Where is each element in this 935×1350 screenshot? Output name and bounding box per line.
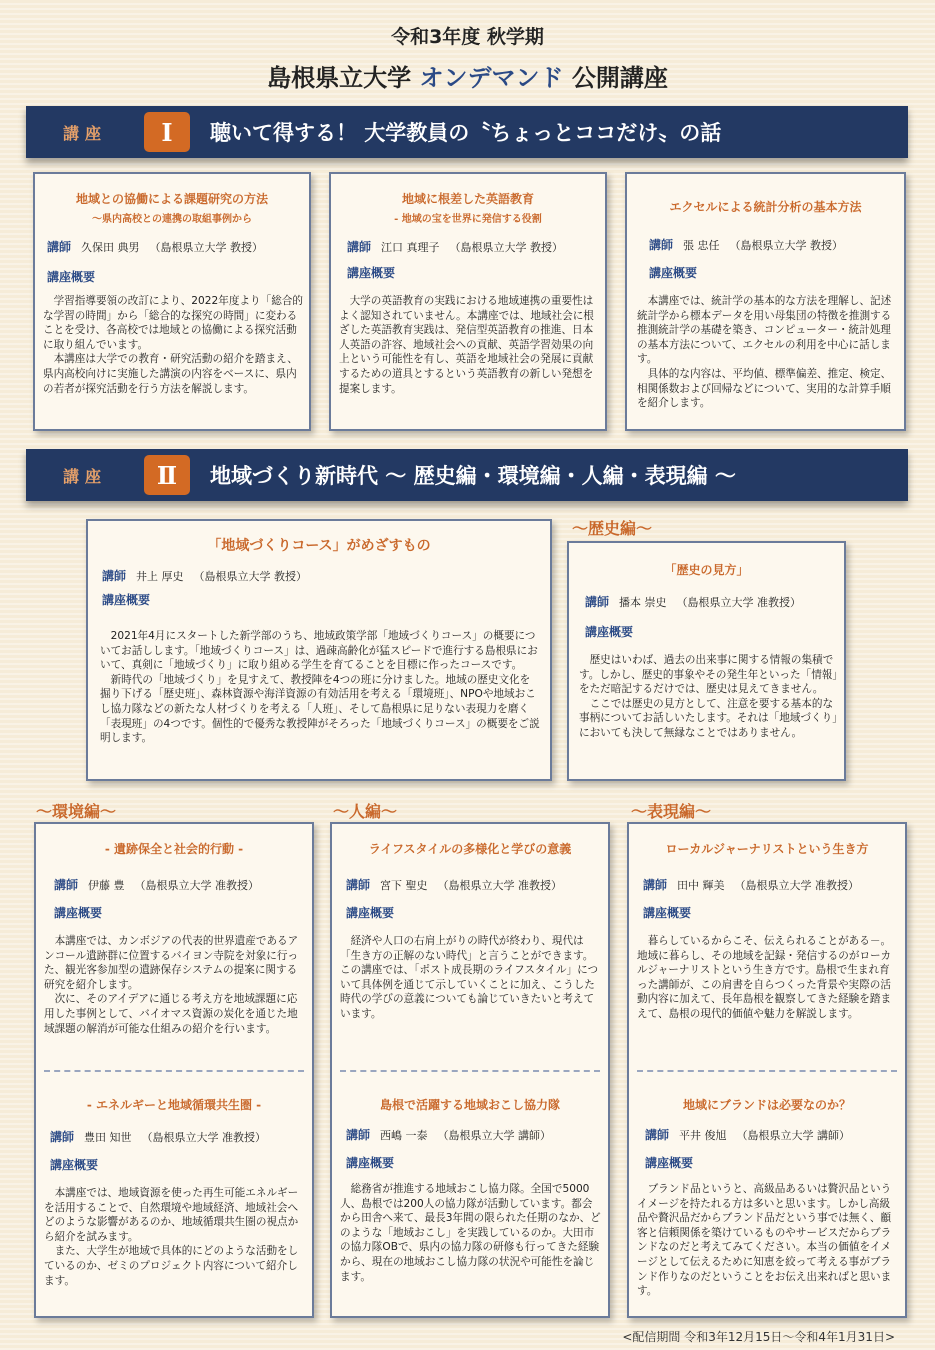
lecturer-line	[47, 238, 263, 255]
card-body	[43, 294, 305, 396]
lecture-card-c1	[33, 172, 311, 431]
lecturer-line	[102, 567, 307, 584]
body-paragraph: 本講座は大学での教育・研究活動の紹介を踏まえ、県内高校向けに実施した講演の内容をベースに、県内の若者が探究活動を行う方法を解説します。	[43, 353, 298, 395]
lecture-card-c4	[86, 519, 552, 781]
lecturer-affiliation: （島根県立大学 講師）	[437, 1129, 552, 1142]
body-paragraph: 次に、そのアイデアに通じる考え方を地域課題に応用した事例として、バイオマス資源の炭化を通じた地域課題の解消が可能な仕組みの紹介を行います。	[44, 993, 298, 1035]
lecturer-affiliation: （島根県立大学 准教授）	[676, 596, 802, 609]
overview-label: 講座概要	[585, 625, 634, 639]
card-divider	[44, 1070, 304, 1072]
body-paragraph: 暮らしているからこそ、伝えられることがある－。地域に暮らし、その地域を記録・発信するのがローカルジャーナリストという生き方です。島根で生まれ育った講師が、この肩書を自らつくった背景や実際の活動内容に加えて、長年島根を観察してきた経験を踏まえて、島根の現代的価値や魅力を解説します。	[637, 935, 892, 1020]
banner-title: 地域づくり新時代 ～ 歴史編・環境編・人編・表現編 ～	[210, 464, 736, 488]
overview-label: 講座概要	[102, 593, 151, 607]
course-banner-1	[26, 106, 908, 158]
body-paragraph: 経済や人口の右肩上がりの時代が終わり、現代は「生き方の正解のない時代」と言うことができます。この講座では、「ポスト成長期のライフスタイル」について具体例を通じて示していくことに加え、こうした時代の学びの意義についても論じていきたいと考えています。	[340, 935, 599, 1020]
card-title: 地域との協働による課題研究の方法	[75, 192, 268, 206]
page-title	[0, 58, 935, 93]
body-paragraph: 新時代の「地域づくり」を見すえて、教授陣を4つの班に分けました。地域の歴史文化を掘り下げる「歴史班」、森林資源や海洋資源の有効活用を考える「環境班」、NPOや地域おこし協力隊などの新たな人材づくりを考える「人班」、そして島根県に足りない表現力を磨く「表現班」の4つです。個性的で優秀な教授陣がそろった「地域づくりコース」の概要をご説明します。	[100, 673, 540, 745]
lecturer-affiliation: （島根県立大学 准教授）	[734, 879, 860, 892]
body-paragraph: 本講座では、統計学の基本的な方法を理解し、記述統計学から標本データを用い母集団の特徴を推測する推測統計学の基礎を築き、コンピューター・統計処理の基本方法について、エクセルの利用を中心に話します。	[637, 295, 892, 366]
lecturer-affiliation: （島根県立大学 准教授）	[134, 879, 260, 892]
overview-label: 講座概要	[50, 1158, 99, 1172]
card-subtitle: ～県内高校との連携の取組事例から	[92, 214, 252, 225]
body-paragraph: 大学の英語教育の実践における地域連携の重要性はよく認知されていません。本講座では、地域社会に根ざした英語教育実践は、発信型英語教育の推進、日本人英語の許容、地域社会への貢献、英語学習効果の向上という可能性を有し、英語を地域社会の発展に貢献するための道具とするという英語教育の新しい発想を提案します。	[339, 295, 594, 395]
lecturer-line	[346, 876, 562, 893]
card-divider	[340, 1070, 600, 1072]
card-title: 島根で活躍する地域おこし協力隊	[379, 1098, 560, 1112]
lecturer-name: 江口 真理子	[381, 241, 440, 254]
body-paragraph: 歴史はいわば、過去の出来事に関する情報の集積です。しかし、歴史的事象やその発生年といった「情報」をただ暗記するだけでは、歴史は見えてきません。	[579, 654, 838, 696]
lecturer-name: 伊藤 豊	[88, 879, 125, 892]
lecturer-line	[585, 593, 801, 610]
card-body	[44, 934, 306, 1036]
distribution-period: <配信期間 令和3年12月15日～令和4年1月31日>	[622, 1330, 895, 1344]
overview-label: 講座概要	[643, 906, 692, 920]
title-accent: オンデマンド	[419, 64, 564, 92]
overview-label: 講座概要	[346, 1156, 395, 1170]
lecturer-label: 講師	[649, 238, 674, 252]
section-label-history: ～歴史編～	[572, 519, 653, 538]
lecturer-line	[346, 1126, 551, 1143]
overview-label: 講座概要	[47, 270, 96, 284]
card-title: 「地域づくりコース」がめざすもの	[207, 538, 431, 554]
body-paragraph: また、大学生が地域で具体的にどのような活動をしているのか、ゼミのプロジェクト内容について紹介します。	[44, 1245, 299, 1287]
body-paragraph: ブランド品というと、高級品あるいは贅沢品というイメージを持たれる方は多いと思います。しかし高級品や贅沢品だからブランド品だという事では無く、顧客と信頼関係を築けているものやサービスだからブランドなのだと考えてみてください。本当の価値をイメージとして伝えるために知恵を絞って考える事がブランド作りなのだということをお伝え出来ればと思います。	[637, 1183, 892, 1298]
lecturer-label: 講師	[346, 1128, 371, 1142]
lecturer-name: 田中 輝美	[677, 879, 725, 892]
lecturer-label: 講師	[346, 878, 371, 892]
lecturer-line	[645, 1126, 850, 1143]
lecturer-name: 井上 厚史	[136, 570, 184, 583]
course-banner-2	[26, 449, 908, 501]
card-title: ローカルジャーナリストという生き方	[665, 842, 869, 856]
card-body	[579, 653, 838, 741]
lecture-card-c3	[625, 172, 906, 431]
section-label-environment: ～環境編～	[36, 802, 117, 821]
body-paragraph: 具体的な内容は、平均値、標準偏差、推定、検定、相関係数および回帰などについて、実用的な計算手順を紹介します。	[637, 367, 892, 410]
section-label-expression: ～表現編～	[631, 802, 712, 821]
lecturer-label: 講師	[102, 569, 127, 583]
column-people	[330, 822, 610, 1318]
lecturer-affiliation: （島根県立大学 教授）	[193, 570, 308, 583]
card-divider	[637, 1070, 897, 1072]
card-body	[340, 1182, 602, 1284]
card-title: ライフスタイルの多様化と学びの意義	[368, 842, 572, 856]
lecture-card-c5	[567, 541, 846, 781]
card-body	[637, 1182, 899, 1299]
body-paragraph: ここでは歴史の見方として、注意を要する基本的な事柄についてお話しいたします。それは「地域づくり」においても決して無縁なことではありません。	[579, 697, 838, 739]
lecturer-label: 講師	[645, 1128, 670, 1142]
title-part-b: 公開講座	[563, 64, 668, 92]
card-body	[100, 629, 540, 746]
overview-label: 講座概要	[347, 266, 396, 280]
lecturer-line	[50, 1128, 266, 1145]
banner-title: 聴いて得する！ 大学教員の〝ちょっとココだけ〟の話	[210, 121, 722, 145]
card-title: - 遺跡保全と社会的行動 -	[104, 842, 244, 856]
lecturer-label: 講師	[47, 240, 72, 254]
lecturer-affiliation: （島根県立大学 教授）	[729, 239, 844, 252]
lecturer-line	[54, 876, 259, 893]
lecturer-affiliation: （島根県立大学 准教授）	[141, 1131, 267, 1144]
lecturer-label: 講師	[347, 240, 372, 254]
body-paragraph: 総務省が推進する地域おこし協力隊。全国で5000人、島根では200人の協力隊が活動しています。都会から田舎へ来て、最長3年間の限られた任期のなか、どのような「地域おこし」を実践しているのか。大田市の協力隊OBで、県内の協力隊の研修も行ってきた経験から、現在の地域おこし協力隊の状況や可能性を論じます。	[340, 1183, 601, 1283]
lecturer-affiliation: （島根県立大学 講師）	[736, 1129, 851, 1142]
title-part-a: 島根県立大学	[267, 64, 420, 92]
lecturer-name: 豊田 知世	[84, 1131, 132, 1144]
body-paragraph: 2021年4月にスタートした新学部のうち、地域政策学部「地域づくりコース」の概要についてお話しします。「地域づくりコース」は、過疎高齢化が猛スピードで進行する島根県において、真剣に「地域づくり」に取り組める学生を育てることを目標に作ったコースです。	[100, 630, 538, 672]
lecturer-name: 西嶋 一泰	[380, 1129, 428, 1142]
banner-kouza-label: 講座	[62, 466, 107, 486]
lecturer-name: 播本 崇史	[619, 596, 667, 609]
column-expression	[627, 822, 907, 1318]
body-paragraph: 本講座では、カンボジアの代表的世界遺産であるアンコール遺跡群に位置するバイヨン寺院を対象に行った、観光客参加型の遺跡保存システムの提案に関する研究を紹介します。	[44, 935, 299, 991]
lecturer-label: 講師	[54, 878, 79, 892]
card-title: 地域にブランドは必要なのか？	[682, 1098, 851, 1112]
lecturer-affiliation: （島根県立大学 教授）	[149, 241, 264, 254]
card-title: 「歴史の見方」	[664, 563, 749, 577]
lecturer-label: 講師	[643, 878, 668, 892]
lecturer-name: 平井 俊旭	[679, 1129, 727, 1142]
lecturer-name: 宮下 聖史	[380, 879, 428, 892]
card-body	[340, 934, 602, 1022]
card-title: エクセルによる統計分析の基本方法	[669, 200, 862, 214]
column-environment	[34, 822, 314, 1318]
lecturer-affiliation: （島根県立大学 教授）	[449, 241, 564, 254]
body-paragraph: 本講座では、地域資源を使った再生可能エネルギーを活用することで、自然環境や地域経済、地域社会へどのような影響があるのか、地域循環共生圏の視点から紹介を試みます。	[44, 1187, 299, 1243]
lecture-card-c2	[329, 172, 607, 431]
lecturer-line	[649, 236, 843, 253]
card-body	[339, 294, 601, 396]
body-paragraph: 学習指導要領の改訂により、2022年度より「総合的な学習の時間」から「総合的な探究の時間」に変わることを受け、各高校では地域との協働による探究活動に取り組んでいます。	[43, 295, 304, 351]
lecturer-line	[643, 876, 859, 893]
card-title: - エネルギーと地域循環共生圏 -	[86, 1098, 262, 1112]
card-title: 地域に根差した英語教育	[401, 192, 534, 206]
overview-label: 講座概要	[645, 1156, 694, 1170]
overview-label: 講座概要	[54, 906, 103, 920]
overview-label: 講座概要	[346, 906, 395, 920]
card-body	[44, 1186, 306, 1288]
lecturer-name: 張 忠任	[683, 239, 720, 252]
card-body	[637, 294, 900, 411]
page-subtitle: 令和3年度 秋学期	[391, 26, 544, 48]
banner-number-badge: Ⅱ	[144, 455, 190, 495]
banner-number-badge: Ⅰ	[144, 112, 190, 152]
card-body	[637, 934, 899, 1022]
lecturer-name: 久保田 典男	[81, 241, 140, 254]
section-label-people: ～人編～	[333, 802, 398, 821]
card-subtitle: - 地域の宝を世界に発信する役割	[394, 214, 542, 225]
lecturer-line	[347, 238, 563, 255]
overview-label: 講座概要	[649, 266, 698, 280]
banner-kouza-label: 講座	[62, 123, 107, 143]
lecturer-affiliation: （島根県立大学 准教授）	[437, 879, 563, 892]
lecturer-label: 講師	[585, 595, 610, 609]
lecturer-label: 講師	[50, 1130, 75, 1144]
